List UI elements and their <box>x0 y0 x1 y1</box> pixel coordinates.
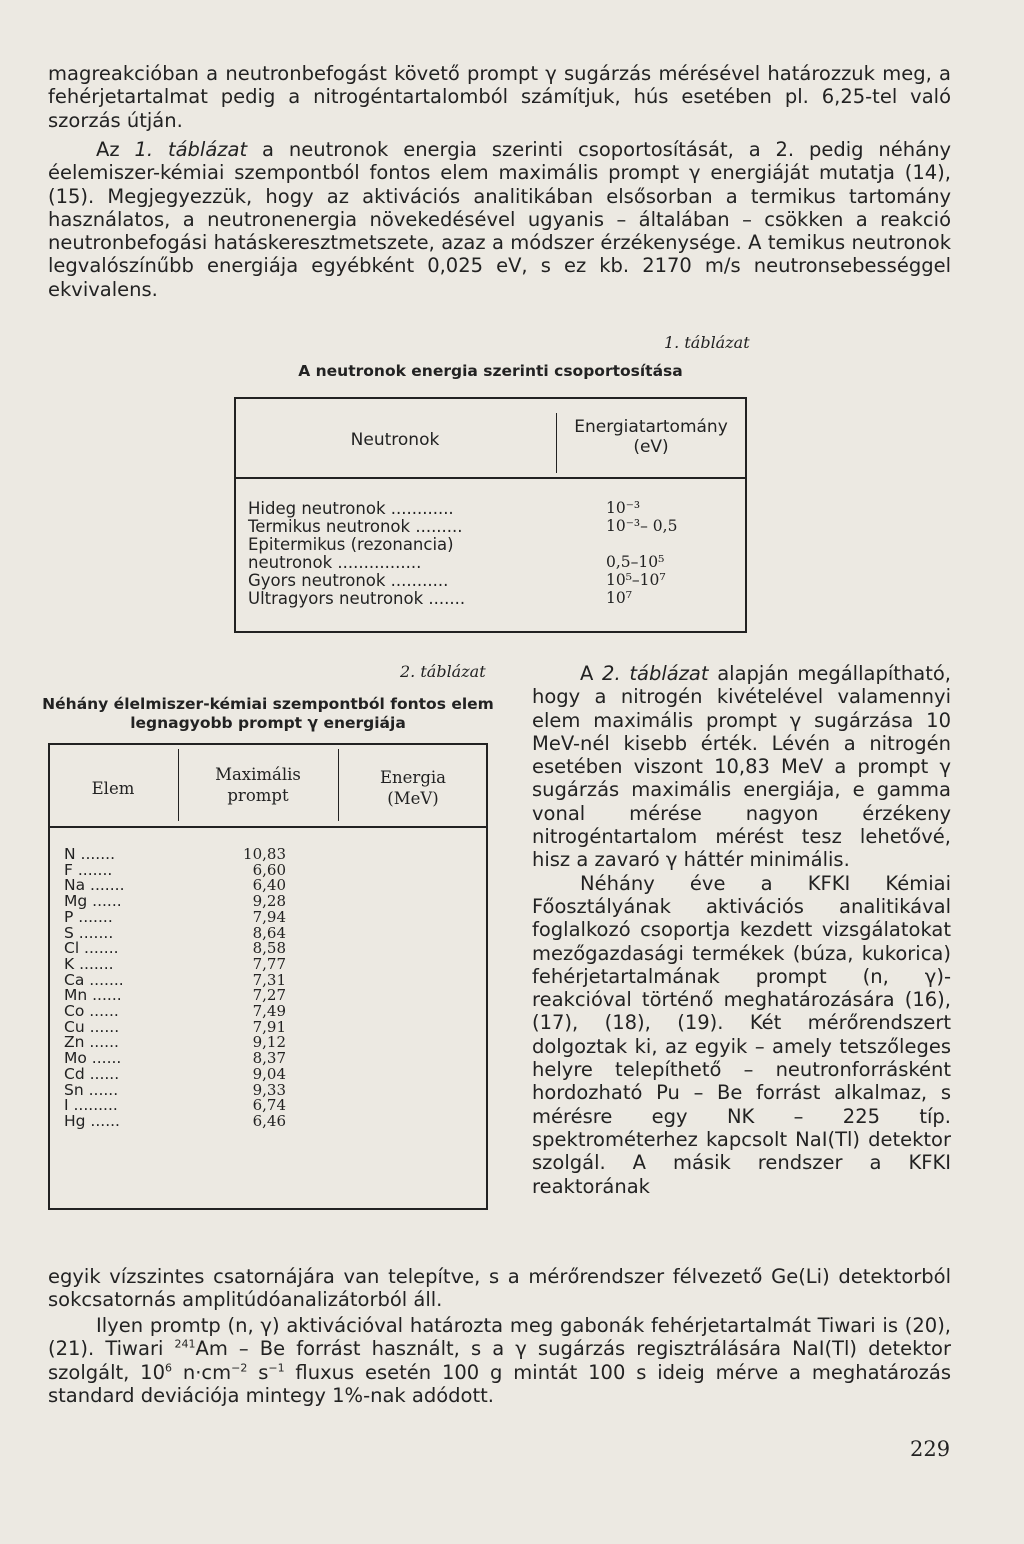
table-2-energy-value: 6,46 <box>252 1111 286 1130</box>
table-2-element: Na ....... <box>64 876 125 895</box>
table-2-reference: 2. táblázat <box>602 662 709 685</box>
table-2-element: Mg ...... <box>64 892 122 911</box>
table-1-row-value: 10⁷ <box>606 589 632 607</box>
table-1-row-value: 10⁵–10⁷ <box>606 571 666 589</box>
table-1-title: A neutronok energia szerinti csoportosítása <box>298 362 683 380</box>
table-1-row-value: 10⁻³ <box>606 499 641 517</box>
table-2-bottom-rule <box>48 1208 488 1210</box>
table-2-right-rule <box>486 743 488 1210</box>
table-1-header-neutrons: Neutronok <box>350 430 440 450</box>
table-1-row-name: Gyors neutronok ........... <box>248 571 449 590</box>
table-2-left-rule <box>48 743 50 1210</box>
table-2-top-rule <box>48 743 488 745</box>
table-2-header-energy: Energia <box>380 768 446 787</box>
table-1-reference: 1. táblázat <box>134 138 248 161</box>
paragraph-2: Az 1. táblázat a neutronok energia szerinti csoportosítását, a 2. pedig néhány éelemiszer-kémiai szempontból fontos elem maximális prompt γ energiáját mutatja (14), (15). Megjegyezzük, hogy az aktivációs analitikában elsősorban a termikus tartomány használatos, a neutronenergia növekedésével ugyanis – általában – csökken a reakció neutronbefogási hatáskeresztmetszete, azaz a módszer érzékenysége. A temikus neutronok legvalószínűbb energiája egyébként 0,025 eV, s ez kb. 2170 m/s neutronsebességgel ekvivalens. <box>48 138 952 301</box>
table-2-element: S ....... <box>64 923 114 942</box>
table-2-element: Cu ...... <box>64 1017 120 1036</box>
table-1-row-name: neutronok ................ <box>248 553 422 572</box>
table-2-element: Ca ....... <box>64 970 124 989</box>
table-2-energy-value: 6,60 <box>252 860 286 879</box>
table-2-element: Co ...... <box>64 1002 119 1020</box>
table-2-energy-value: 7,31 <box>252 970 286 989</box>
table-2-element: Hg ...... <box>64 1111 120 1130</box>
paragraph-1: magreakcióban a neutronbefogást követő prompt γ sugárzás mérésével határozzuk meg, a fehérjetartalmat pedig a nitrogéntartalomból számítjuk, hús esetében pl. 6,25-tel való szorzás útján. <box>48 62 951 132</box>
table-1-bottom-rule <box>234 631 747 633</box>
table-2-energy-value: 8,64 <box>252 923 286 942</box>
table-2-energy-value: 7,94 <box>252 907 286 926</box>
table-2-energy-value: 7,91 <box>252 1017 286 1036</box>
table-2-header-unit: (MeV) <box>387 789 439 808</box>
table-2-energy-value: 10,83 <box>243 845 286 863</box>
table-1-header-energy: Energiatartomány <box>574 417 728 437</box>
table-2-energy-value: 7,49 <box>252 1002 286 1020</box>
table-2-energy-value: 6,74 <box>252 1096 286 1115</box>
table-2-header-max: Maximális <box>215 765 301 784</box>
table-1-row-value: 0,5–10⁵ <box>606 553 665 571</box>
table-2-energy-value: 9,04 <box>252 1064 286 1083</box>
table-2-title-line-1: Néhány élelmiszer-kémiai szempontból fontos elem <box>42 695 494 713</box>
table-1-label: 1. táblázat <box>664 333 750 352</box>
table-1-top-rule <box>234 397 747 399</box>
table-1-header-rule <box>234 477 747 479</box>
table-1-header-unit: (eV) <box>633 437 669 457</box>
table-2-header-prompt: prompt <box>227 786 289 805</box>
table-2-energy-value: 6,40 <box>252 876 286 895</box>
table-1-row-name: Epitermikus (rezonancia) <box>248 535 454 554</box>
table-2 <box>48 743 488 1210</box>
table-2-header-rule <box>48 826 488 828</box>
table-2-element: K ....... <box>64 954 114 973</box>
table-2-header-element: Elem <box>91 779 135 798</box>
table-2-energy-value: 9,28 <box>252 892 286 911</box>
table-2-element: I ......... <box>64 1096 118 1115</box>
table-2-energy-value: 9,12 <box>252 1033 286 1052</box>
table-2-energy-value: 7,77 <box>252 954 286 973</box>
table-2-element: Mn ...... <box>64 986 122 1005</box>
right-column-text: A 2. táblázat alapján megállapítható, hogy a nitrogén kivételével valamennyi elem maximális prompt γ sugárzása 10 MeV-nél kisebb érték. Lévén a nitrogén esetében viszont 10,83 MeV a prompt γ sugárzás maximális energiája, e gamma vonal mérése nagyon érzékeny nitrogéntartalom mérést tesz lehetővé, hisz a zavaró γ háttér minimális. Néhány éve a KFKI Kémiai Főosztályának aktivációs analitikával foglalkozó csoportja kezdett vizsgálatokat mezőgazdasági termékek (búza, kukorica) fehérjetartalmának prompt (n, γ)-reakcióval történő meghatározására (16), (17), (18), (19). Két mérőrendszert dolgoztak ki, az egyik – amely tetszőleges helyre telepíthető – neutronforrásként hordozható Pu – Be forrást alkalmaz, s mérésre egy NK – 225 típ. spektrométerhez kapcsolt NaI(Tl) detektor szolgál. A másik rendszer a KFKI reaktorának <box>532 662 951 1198</box>
table-1 <box>234 397 747 633</box>
table-1-row-value: 10⁻³– 0,5 <box>606 517 678 535</box>
table-2-element: Cd ...... <box>64 1064 120 1083</box>
table-1-row-name: Hideg neutronok ............ <box>248 499 454 518</box>
table-2-element: N ....... <box>64 845 116 863</box>
paragraph-3: egyik vízszintes csatornájára van telepítve, s a mérőrendszer félvezető Ge(Li) detektorból sokcsatornás amplitúdóanalizátorból áll. <box>48 1265 951 1312</box>
table-2-energy-value: 9,33 <box>252 1080 286 1099</box>
page-number: 229 <box>910 1437 951 1461</box>
table-2-label: 2. táblázat <box>400 662 486 681</box>
table-2-element: Mo ...... <box>64 1049 122 1068</box>
table-2-title-line-2: legnagyobb prompt γ energiája <box>130 714 406 732</box>
table-1-row-name: Termikus neutronok ......... <box>248 517 463 536</box>
table-2-energy-value: 7,27 <box>252 986 286 1005</box>
table-2-energy-value: 8,37 <box>252 1049 286 1068</box>
table-2-energy-value: 8,58 <box>252 939 286 958</box>
paragraph-4: Ilyen promtp (n, γ) aktivációval határozta meg gabonák fehérjetartalmát Tiwari is (20), (21). Tiwari $^{241}$Am – Be forrást használt, s a γ sugárzás regisztrálására NaI(Tl) detektor szolgált, $10^6$ $n\cdot cm^{-2}$ $s^{-1}$ fluxus esetén 100 g mintát 100 s ideig mérve a meghatározás standard deviációja mintegy 1%-nak adódott. <box>48 1314 951 1407</box>
table-2-element: Cl ....... <box>64 939 119 958</box>
table-2-element: Zn ...... <box>64 1033 119 1052</box>
table-2-element: Sn ...... <box>64 1080 119 1099</box>
table-2-element: P ....... <box>64 907 113 926</box>
table-1-row-name: Ultragyors neutronok ....... <box>248 589 466 608</box>
table-2-element: F ....... <box>64 860 113 879</box>
